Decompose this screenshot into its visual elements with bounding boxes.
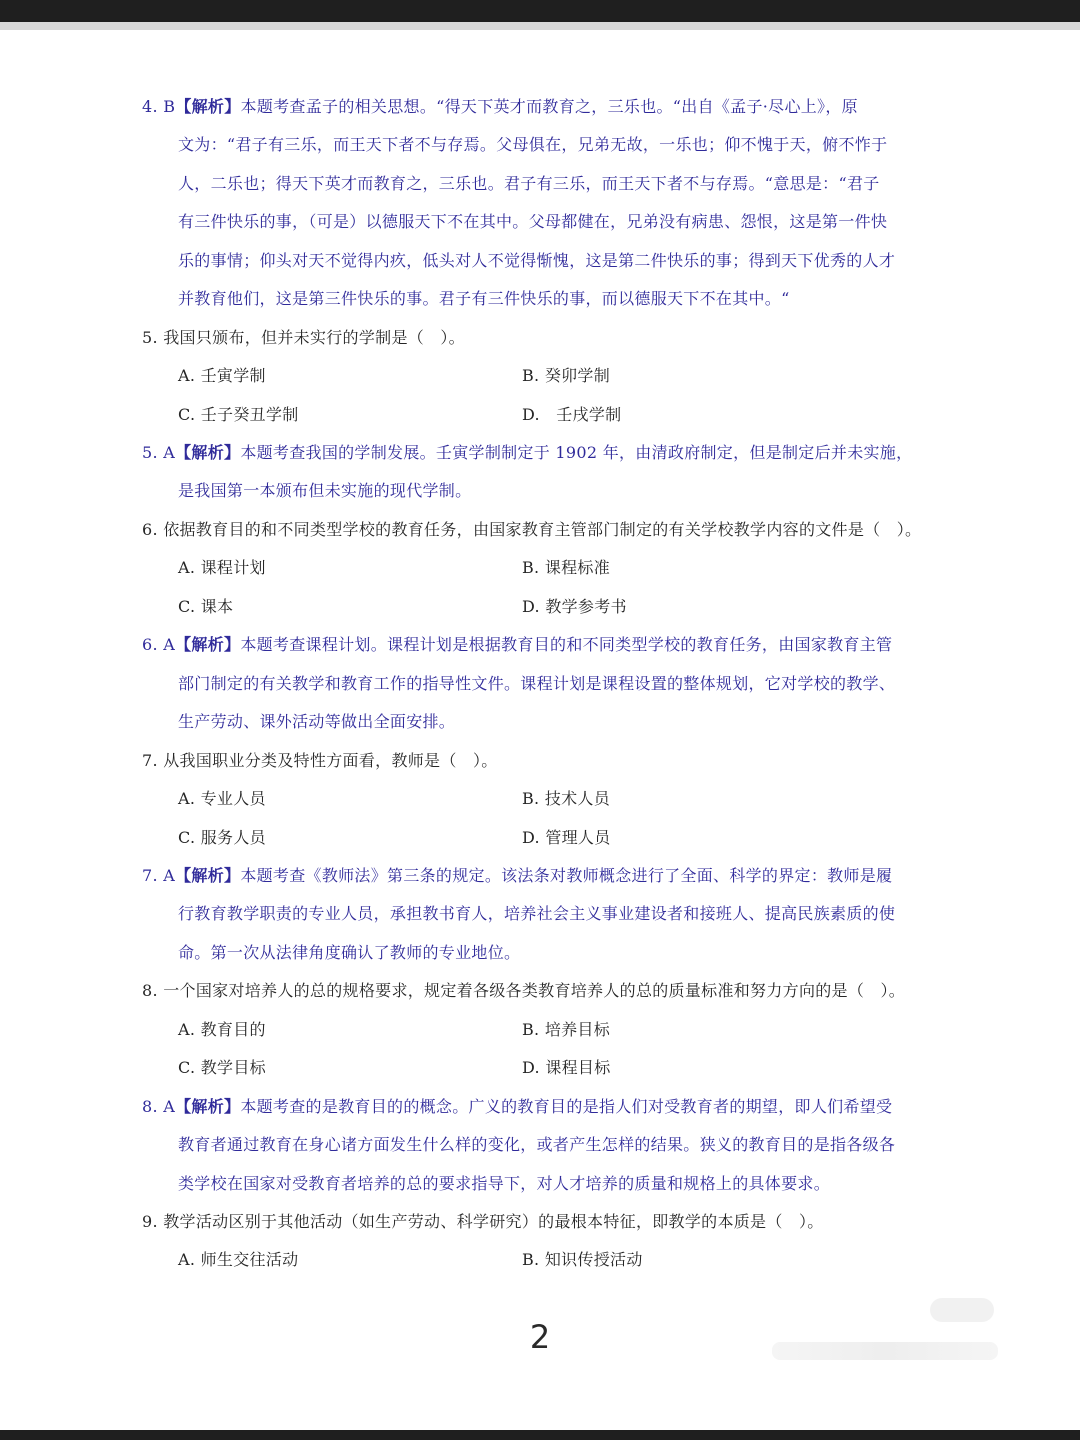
- q4-answer-line-3: 人，二乐也；得天下英才而教育之，三乐也。君子有三乐，而王天下者不与存焉。“意思是：“君子: [178, 174, 880, 193]
- q7-answer-line-2: 行教育教学职责的专业人员，承担教书育人，培养社会主义事业建设者和接班人、提高民族素质的使: [178, 904, 896, 923]
- page-number: 2: [529, 1318, 551, 1356]
- q4-answer-line-2: 文为：“君子有三乐，而王天下者不与存焉。父母俱在，兄弟无故，一乐也；仰不愧于天，俯不怍于: [178, 135, 888, 154]
- q5-option-d: D. 壬戌学制: [522, 405, 622, 424]
- q5-question: 5. 我国只颁布，但并未实行的学制是（ ）。: [142, 328, 465, 347]
- q4-answer-tag: 【解析】: [175, 97, 241, 116]
- q4-answer-line-1: [142, 96, 858, 118]
- q6-answer-line-2: 部门制定的有关教学和教育工作的指导性文件。课程计划是课程设置的整体规划，它对学校的教学、: [178, 674, 896, 693]
- q6-answer-text-1: 本题考查课程计划。课程计划是根据教育目的和不同类型学校的教育任务，由国家教育主管: [240, 635, 893, 654]
- q6-option-b: B. 课程标准: [522, 558, 611, 577]
- q7-option-a: A. 专业人员: [178, 789, 266, 808]
- q5-option-a: A. 壬寅学制: [178, 366, 266, 385]
- q8-answer-tag: 【解析】: [175, 1097, 241, 1116]
- q5-answer-text-1: 本题考查我国的学制发展。壬寅学制制定于 1902 年，由清政府制定，但是制定后并未实施，: [240, 443, 913, 462]
- q8-option-d: D. 课程目标: [522, 1058, 611, 1077]
- q6-question: 6. 依据教育目的和不同类型学校的教育任务，由国家教育主管部门制定的有关学校教学内容的文件是（ ）。: [142, 520, 922, 539]
- q8-option-b: B. 培养目标: [522, 1020, 611, 1039]
- q7-option-c: C. 服务人员: [178, 828, 266, 847]
- q4-answer-line-5: 乐的事情；仰头对天不觉得内疚，低头对人不觉得惭愧，这是第二件快乐的事；得到天下优秀的人才: [178, 251, 896, 270]
- q9-option-a: A. 师生交往活动: [178, 1250, 299, 1269]
- q4-answer-text-1: 本题考查孟子的相关思想。“得天下英才而教育之，三乐也。“出自《孟子·尽心上》，原: [240, 97, 858, 116]
- q8-answer-text-1: 本题考查的是教育目的的概念。广义的教育目的是指人们对受教育者的期望，即人们希望受: [240, 1097, 893, 1116]
- q8-answer-label: 8. A: [142, 1097, 176, 1116]
- q7-option-d: D. 管理人员: [522, 828, 611, 847]
- q5-answer-tag: 【解析】: [175, 443, 241, 462]
- q6-option-d: D. 教学参考书: [522, 597, 627, 616]
- screen-top-bar: [0, 0, 1080, 22]
- q6-answer-label: 6. A: [142, 635, 176, 654]
- q7-answer-tag: 【解析】: [175, 866, 241, 885]
- q5-answer-line-2: 是我国第一本颁布但未实施的现代学制。: [178, 481, 472, 500]
- q7-answer-line-1: [142, 865, 892, 887]
- q8-option-c: C. 教学目标: [178, 1058, 266, 1077]
- q6-answer-line-3: 生产劳动、课外活动等做出全面安排。: [178, 712, 456, 731]
- screen-bottom-bar: [0, 1430, 1080, 1440]
- q9-option-b: B. 知识传授活动: [522, 1250, 643, 1269]
- q8-answer-line-3: 类学校在国家对受教育者培养的总的要求指导下，对人才培养的质量和规格上的具体要求。: [178, 1174, 831, 1193]
- q4-answer-line-6: 并教育他们，这是第三件快乐的事。君子有三件快乐的事，而以德服天下不在其中。“: [178, 289, 790, 308]
- q5-option-b: B. 癸卯学制: [522, 366, 611, 385]
- q8-answer-line-2: 教育者通过教育在身心诸方面发生什么样的变化，或者产生怎样的结果。狭义的教育目的是指各级各: [178, 1135, 896, 1154]
- q4-answer-line-4: 有三件快乐的事，（可是）以德服天下不在其中。父母都健在，兄弟没有病患、怨恨，这是第一件快: [178, 212, 888, 231]
- q8-option-a: A. 教育目的: [178, 1020, 266, 1039]
- q7-answer-line-3: 命。第一次从法律角度确认了教师的专业地位。: [178, 943, 521, 962]
- q8-answer-line-1: [142, 1096, 892, 1118]
- q4-answer-label: 4. B: [142, 97, 176, 116]
- q9-question: 9. 教学活动区别于其他活动（如生产劳动、科学研究）的最根本特征，即教学的本质是（ ）。: [142, 1212, 824, 1231]
- document-page: [0, 30, 1080, 1430]
- q7-question: 7. 从我国职业分类及特性方面看，教师是（ ）。: [142, 751, 498, 770]
- q7-answer-label: 7. A: [142, 866, 176, 885]
- q5-answer-label: 5. A: [142, 443, 176, 462]
- q6-answer-tag: 【解析】: [175, 635, 241, 654]
- q8-question: 8. 一个国家对培养人的总的规格要求，规定着各级各类教育培养人的总的质量标准和努力方向的是（ ）。: [142, 981, 906, 1000]
- q5-answer-line-1: [142, 442, 912, 464]
- q7-answer-text-1: 本题考查《教师法》第三条的规定。该法条对教师概念进行了全面、科学的界定：教师是履: [240, 866, 893, 885]
- q5-option-c: C. 壬子癸丑学制: [178, 405, 299, 424]
- q6-option-c: C. 课本: [178, 597, 234, 616]
- q6-option-a: A. 课程计划: [178, 558, 266, 577]
- screen-top-shadow: [0, 22, 1080, 30]
- q7-option-b: B. 技术人员: [522, 789, 611, 808]
- q6-answer-line-1: [142, 634, 892, 656]
